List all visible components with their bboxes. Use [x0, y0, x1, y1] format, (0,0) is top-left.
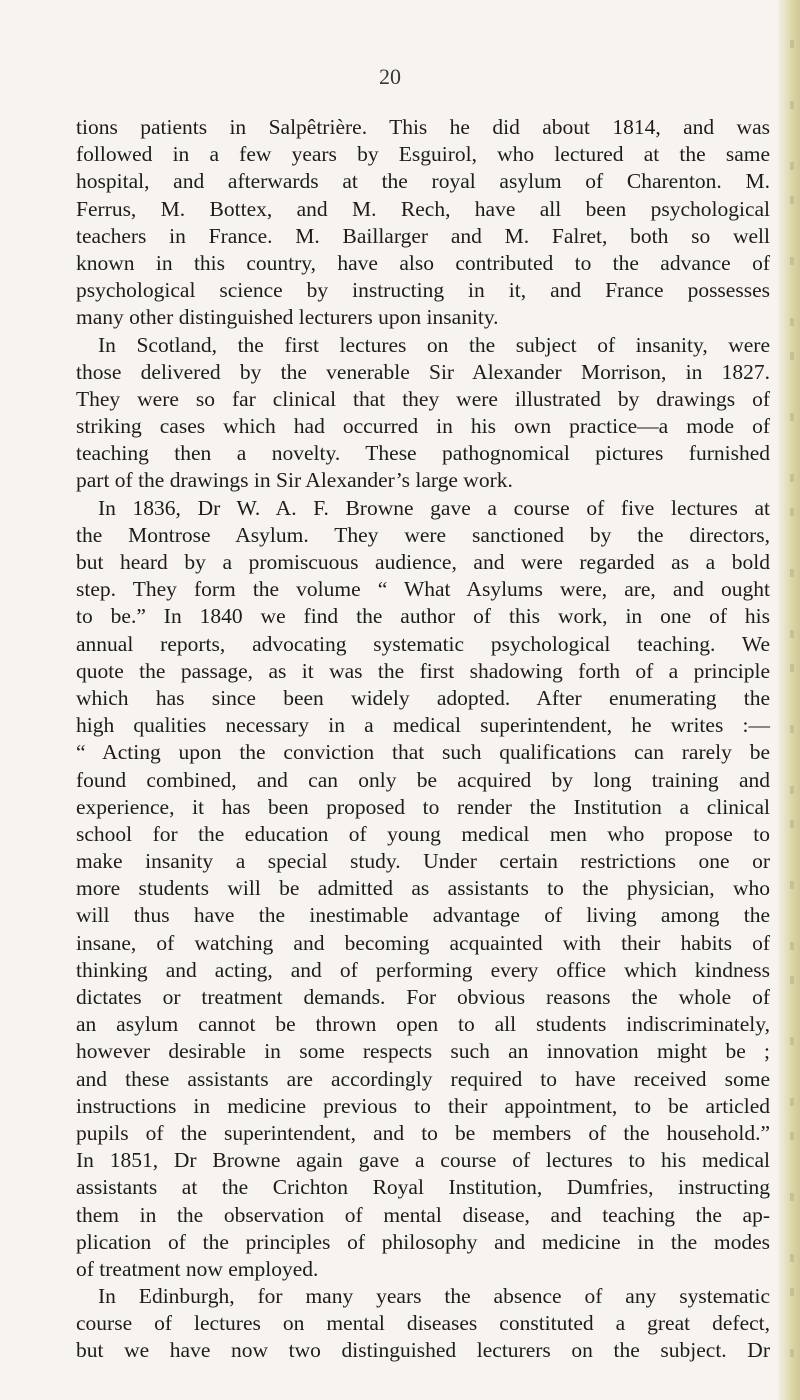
edge-mark — [790, 1288, 794, 1296]
text-line: to be.” In 1840 we find the author of this work, in one of his — [76, 604, 770, 629]
edge-mark — [790, 508, 794, 516]
text-line: quote the passage, as it was the first shadowing forth of a principle — [76, 658, 770, 683]
edge-mark — [790, 1254, 794, 1262]
text-line: assistants at the Crichton Royal Institution, Dumfries, instructing — [76, 1175, 770, 1200]
text-line: known in this country, have also contributed to the advance of — [76, 250, 770, 275]
text-line: psychological science by instructing in it, and France possesses — [76, 278, 770, 303]
edge-mark — [790, 196, 794, 204]
text-line: teachers in France. M. Baillarger and M. Falret, both so well — [76, 223, 770, 248]
text-line: will thus have the inestimable advantage of living among the — [76, 903, 770, 928]
edge-mark — [790, 1193, 794, 1201]
edge-mark — [790, 162, 794, 170]
text-line: the Montrose Asylum. They were sanctioned by the directors, — [76, 522, 770, 547]
text-line: followed in a few years by Esguirol, who lectured at the same — [76, 142, 770, 167]
edge-mark — [790, 820, 794, 828]
edge-mark — [790, 942, 794, 950]
edge-mark — [790, 257, 794, 265]
text-line: found combined, and can only be acquired by long training and — [76, 767, 770, 792]
text-line: course of lectures on mental diseases constituted a great defect, — [76, 1311, 770, 1336]
text-line: striking cases which had occurred in his own practice—a mode of — [76, 414, 770, 439]
edge-mark — [790, 1037, 794, 1045]
text-line: more students will be admitted as assistants to the physician, who — [76, 876, 770, 901]
text-line: experience, it has been proposed to render the Institution a clinical — [76, 794, 770, 819]
edge-mark — [790, 881, 794, 889]
text-line: tions patients in Salpêtrière. This he did about 1814, and was — [76, 115, 770, 139]
text-line: part of the drawings in Sir Alexander’s large work. — [76, 468, 513, 493]
text-line: school for the education of young medical men who propose to — [76, 821, 770, 846]
text-line: of treatment now employed. — [76, 1256, 319, 1281]
text-line: instructions in medicine previous to their appointment, to be articled — [76, 1093, 770, 1118]
text-line: an asylum cannot be thrown open to all students indiscriminately, — [76, 1012, 770, 1037]
text-line: dictates or treatment demands. For obvious reasons the whole of — [76, 985, 770, 1009]
text-line: They were so far clinical that they were illustrated by drawings of — [76, 386, 770, 411]
text-line: many other distinguished lecturers upon insanity. — [76, 305, 499, 330]
text-line: which has since been widely adopted. After enumerating the — [76, 685, 770, 710]
text-line: plication of the principles of philosophy and medicine in the modes — [76, 1229, 770, 1254]
body-text — [76, 114, 770, 1365]
edge-mark — [790, 101, 794, 109]
edge-mark — [790, 725, 794, 733]
edge-mark — [790, 318, 794, 326]
text-line: however desirable in some respects such an innovation might be ; — [76, 1039, 770, 1064]
edge-mark — [790, 569, 794, 577]
edge-mark — [790, 664, 794, 672]
text-line: those delivered by the venerable Sir Alexander Morrison, in 1827. — [76, 359, 770, 384]
text-line: annual reports, advocating systematic psychological teaching. We — [76, 631, 770, 656]
text-line: and these assistants are accordingly required to have received some — [76, 1066, 770, 1091]
text-line: insane, of watching and becoming acquainted with their habits of — [76, 930, 770, 955]
text-line: thinking and acting, and of performing every office which kindness — [76, 957, 770, 982]
text-line: “ Acting upon the conviction that such qualifications can rarely be — [76, 740, 770, 765]
text-line: but heard by a promiscuous audience, and were regarded as a bold — [76, 550, 770, 574]
edge-mark — [790, 630, 794, 638]
edge-mark — [790, 1132, 794, 1140]
edge-mark — [790, 976, 794, 984]
edge-mark — [790, 1098, 794, 1106]
text-line: In 1836, Dr W. A. F. Browne gave a course of five lectures at — [98, 495, 770, 520]
text-line: high qualities necessary in a medical superintendent, he writes :— — [76, 713, 770, 738]
text-line: In 1851, Dr Browne again gave a course of lectures to his medical — [76, 1148, 770, 1173]
text-line: teaching then a novelty. These pathognomical pictures furnished — [76, 441, 770, 466]
page-number: 20 — [379, 64, 401, 89]
text-line: but we have now two distinguished lecturers on the subject. Dr — [76, 1338, 770, 1363]
edge-mark — [790, 474, 794, 482]
edge-mark — [790, 413, 794, 421]
text-line: In Scotland, the first lectures on the subject of insanity, were — [98, 332, 770, 357]
edge-mark — [790, 1349, 794, 1357]
edge-mark — [790, 786, 794, 794]
edge-mark — [790, 40, 794, 48]
text-line: hospital, and afterwards at the royal asylum of Charenton. M. — [76, 169, 770, 194]
page-edge — [778, 0, 800, 1400]
text-line: step. They form the volume “ What Asylums were, are, and ought — [76, 577, 770, 602]
text-line: them in the observation of mental disease, and teaching the ap- — [76, 1202, 770, 1227]
text-line: make insanity a special study. Under certain restrictions one or — [76, 849, 770, 874]
text-line: Ferrus, M. Bottex, and M. Rech, have all been psychological — [76, 196, 770, 221]
text-line: In Edinburgh, for many years the absence of any systematic — [98, 1284, 770, 1309]
text-line: pupils of the superintendent, and to be members of the household.” — [76, 1120, 770, 1145]
edge-mark — [790, 352, 794, 360]
